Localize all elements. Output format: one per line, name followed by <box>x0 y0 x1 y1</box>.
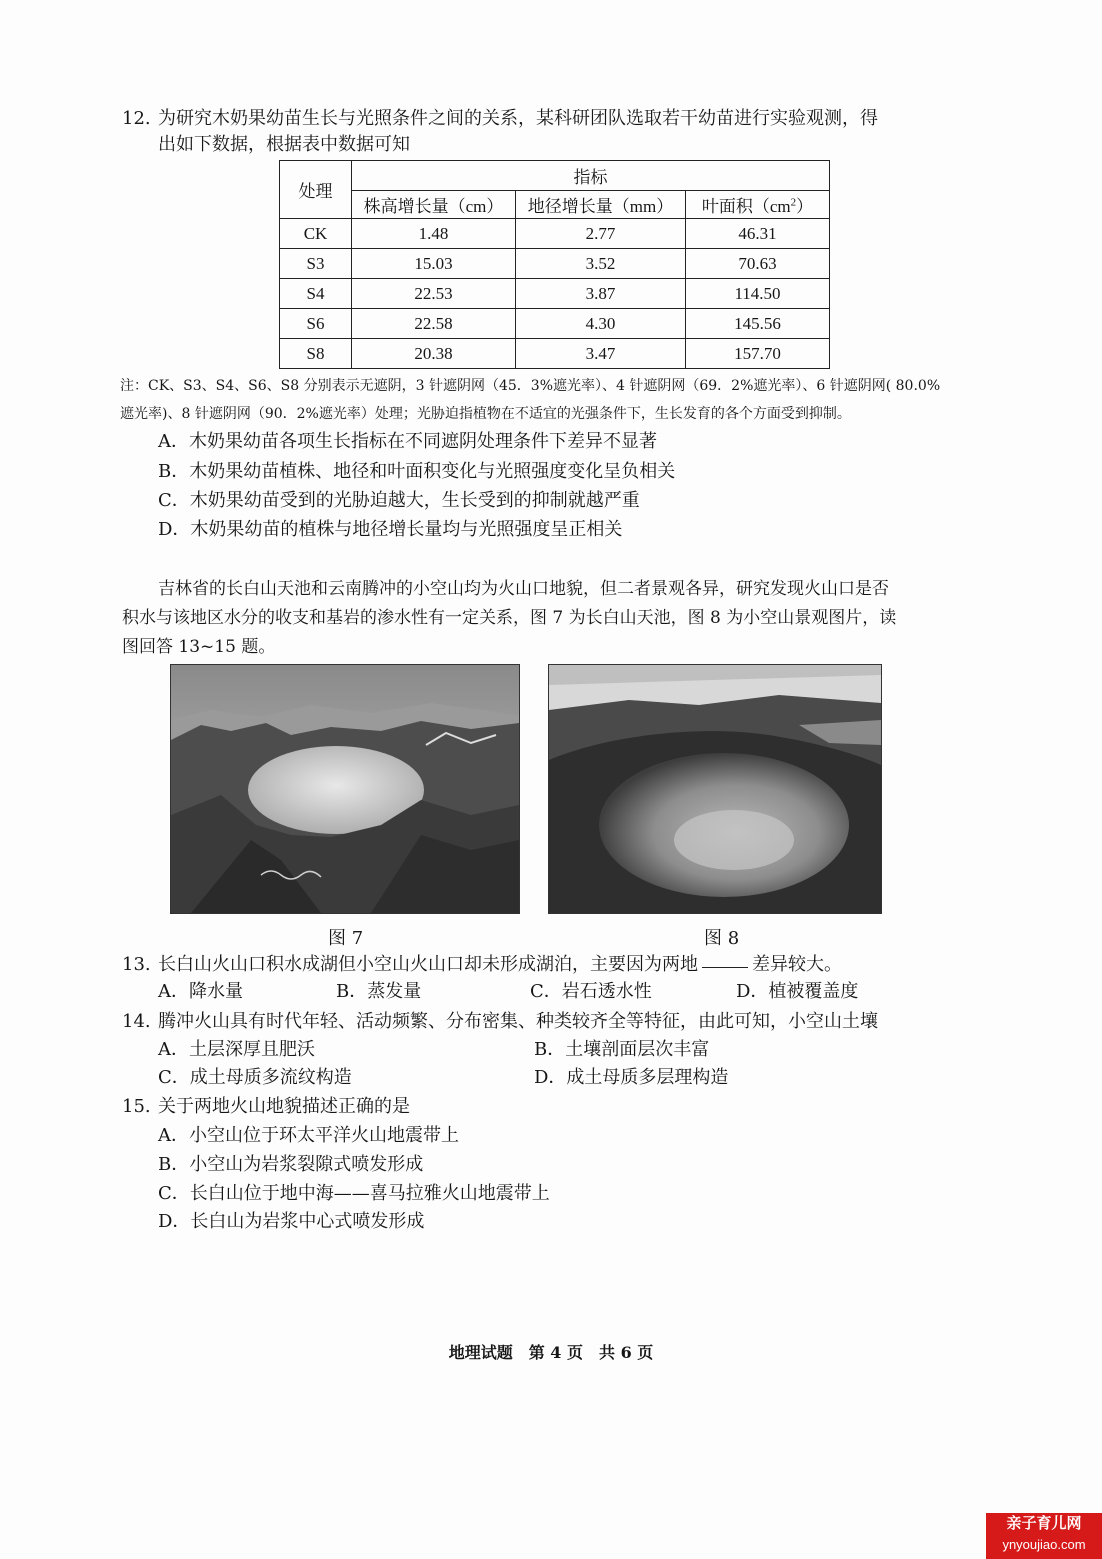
passage-line2: 积水与该地区水分的收支和基岩的渗水性有一定关系，图 7 为长白山天池，图 8 为小空山景观图片，读 <box>122 608 897 628</box>
q12-stem-line2: 出如下数据，根据表中数据可知 <box>158 134 410 155</box>
q12-option-a: A．木奶果幼苗各项生长指标在不同遮阴处理条件下差异不显著 <box>158 431 657 452</box>
q14-option-b: B．土壤剖面层次丰富 <box>534 1039 710 1060</box>
table-cell-height: 22.58 <box>352 309 516 339</box>
q14-number: 14. <box>122 1011 151 1032</box>
table-cell-treatment: S3 <box>280 249 352 279</box>
q12-data-table <box>279 160 830 369</box>
q13-option-b: B．蒸发量 <box>336 981 422 1002</box>
figure-8-caption: 图 8 <box>704 928 740 949</box>
table-header-treatment: 处理 <box>280 161 352 219</box>
q13-stem-text-a: 长白山火山口积水成湖但小空山火山口却未形成湖泊，主要因为两地 <box>158 954 698 975</box>
q13-option-a: A．降水量 <box>158 981 243 1002</box>
table-row <box>280 279 830 309</box>
q12-option-c: C．木奶果幼苗受到的光胁迫越大，生长受到的抑制就越严重 <box>158 490 640 511</box>
passage-line3: 图回答 13~15 题。 <box>122 637 276 657</box>
table-row <box>280 339 830 369</box>
table-cell-treatment: S8 <box>280 339 352 369</box>
watermark-url: ynyoujiao.com <box>1002 1537 1086 1552</box>
q14-option-c: C．成土母质多流纹构造 <box>158 1067 352 1088</box>
table-cell-treatment: S6 <box>280 309 352 339</box>
table-cell-leaf: 70.63 <box>686 249 830 279</box>
watermark-name: 亲子育儿网 <box>1006 1515 1082 1532</box>
table-cell-leaf: 145.56 <box>686 309 830 339</box>
q12-option-d: D．木奶果幼苗的植株与地径增长量均与光照强度呈正相关 <box>158 519 623 540</box>
q12-option-b: B．木奶果幼苗植株、地径和叶面积变化与光照强度变化呈负相关 <box>158 461 676 482</box>
table-cell-leaf: 46.31 <box>686 219 830 249</box>
q13-number: 13. <box>122 954 151 975</box>
q15-stem <box>122 1092 410 1121</box>
q14-stem <box>122 1007 878 1036</box>
figure-8-xiaokongshan-crater-photo <box>548 664 882 914</box>
q13-option-d: D．植被覆盖度 <box>736 981 859 1002</box>
q12-number: 12. <box>122 108 151 129</box>
passage-line1: 吉林省的长白山天池和云南腾冲的小空山均为火山口地貌，但二者景观各异，研究发现火山口是否 <box>158 579 889 599</box>
table-cell-diameter: 2.77 <box>516 219 686 249</box>
table-col-height: 株高增长量（cm） <box>352 191 516 219</box>
table-cell-height: 15.03 <box>352 249 516 279</box>
table-cell-treatment: S4 <box>280 279 352 309</box>
figure-7-caption: 图 7 <box>328 928 364 949</box>
q15-option-d: D．长白山为岩浆中心式喷发形成 <box>158 1211 425 1232</box>
table-cell-diameter: 3.47 <box>516 339 686 369</box>
q13-option-c: C．岩石透水性 <box>530 981 652 1002</box>
table-cell-treatment: CK <box>280 219 352 249</box>
q15-option-a: A．小空山位于环太平洋火山地震带上 <box>158 1125 459 1146</box>
q12-stem-text: 为研究木奶果幼苗生长与光照条件之间的关系，某科研团队选取若干幼苗进行实验观测，得 <box>158 108 878 129</box>
table-cell-diameter: 3.52 <box>516 249 686 279</box>
q15-stem-text: 关于两地火山地貌描述正确的是 <box>158 1096 410 1117</box>
table-col-diameter: 地径增长量（mm） <box>516 191 686 219</box>
table-cell-height: 1.48 <box>352 219 516 249</box>
q14-option-a: A．土层深厚且肥沃 <box>158 1039 315 1060</box>
table-cell-height: 22.53 <box>352 279 516 309</box>
q15-option-c: C．长白山位于地中海——喜马拉雅火山地震带上 <box>158 1183 550 1204</box>
q14-stem-text: 腾冲火山具有时代年轻、活动频繁、分布密集、种类较齐全等特征，由此可知，小空山土壤 <box>158 1011 878 1032</box>
q12-note-line2: 遮光率)、8 针遮阴网（90．2%遮光率）处理；光胁迫指植物在不适宜的光强条件下，生长发育的各个方面受到抑制。 <box>120 406 851 422</box>
page-footer: 地理试题 第 4 页 共 6 页 <box>448 1343 654 1362</box>
figure-7-changbai-tianchi-photo <box>170 664 520 914</box>
site-watermark <box>986 1513 1102 1559</box>
table-cell-height: 20.38 <box>352 339 516 369</box>
table-row <box>280 309 830 339</box>
q12-stem-line1 <box>122 104 878 133</box>
table-row <box>280 219 830 249</box>
q13-stem-text-b: 差异较大。 <box>752 954 842 975</box>
table-col-leaf-area: 叶面积$(cm^2)$ <box>686 191 830 219</box>
q15-number: 15. <box>122 1096 151 1117</box>
q13-answer-blank <box>702 966 748 968</box>
q15-option-b: B．小空山为岩浆裂隙式喷发形成 <box>158 1154 424 1175</box>
table-cell-leaf: 114.50 <box>686 279 830 309</box>
q14-option-d: D．成土母质多层理构造 <box>534 1067 729 1088</box>
table-cell-diameter: 3.87 <box>516 279 686 309</box>
table-cell-leaf: 157.70 <box>686 339 830 369</box>
q13-stem <box>122 950 842 979</box>
table-row <box>280 249 830 279</box>
table-header-index: 指标 <box>352 161 830 191</box>
q12-note-line1: 注：CK、S3、S4、S6、S8 分别表示无遮阴，3 针遮阴网（45．3%遮光率）、4 针遮阴网（69．2%遮光率）、6 针遮阴网( 80.0% <box>120 378 941 394</box>
table-cell-diameter: 4.30 <box>516 309 686 339</box>
